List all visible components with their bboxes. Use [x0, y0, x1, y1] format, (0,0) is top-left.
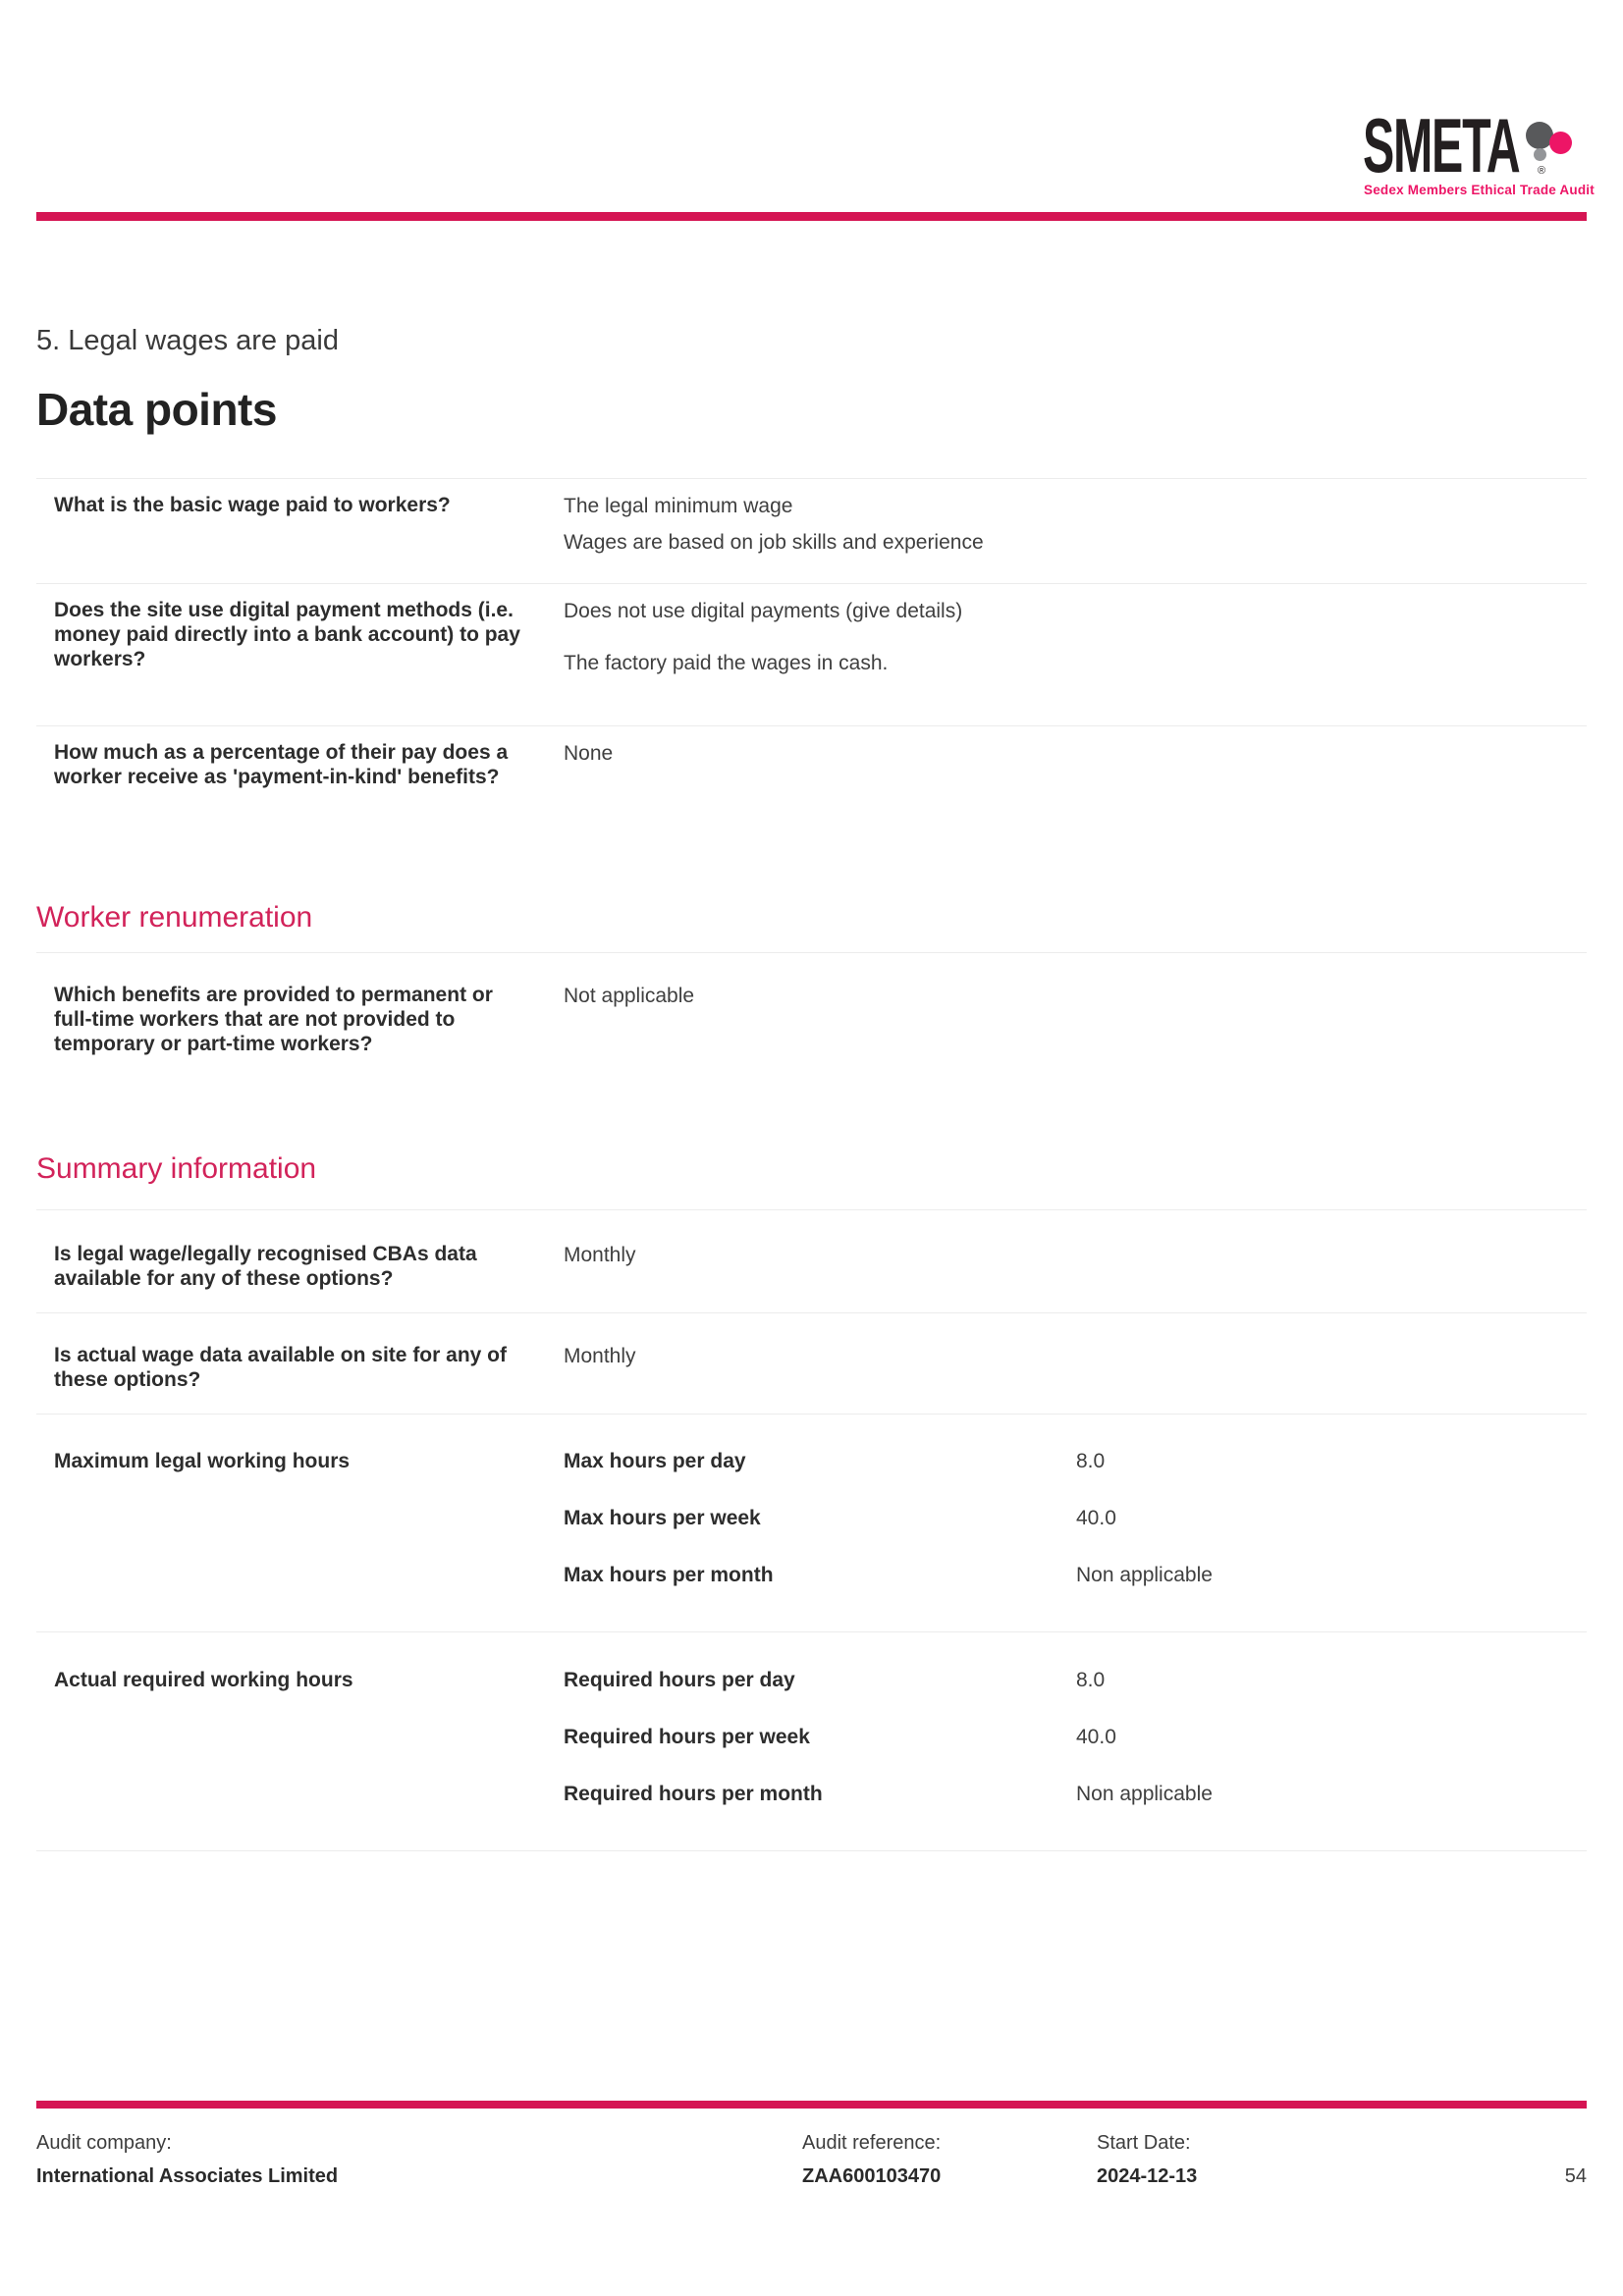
hours-sub-table: [564, 1449, 1587, 1620]
hours-sub-table: [564, 1668, 1587, 1839]
answer-line: Monthly: [564, 1244, 636, 1266]
footer-audit-company: [36, 2130, 338, 2189]
audit-company-label: Audit company:: [36, 2132, 172, 2154]
answer-cell: [564, 983, 1587, 1056]
audit-reference-label: Audit reference:: [802, 2132, 942, 2154]
answer-line: None: [564, 742, 614, 765]
summary-information-table: [36, 1209, 1587, 1851]
question-cell: Does the site use digital payment methods (i.e. money paid directly into a bank account) to pay workers?: [54, 599, 520, 670]
table-row: [36, 725, 1587, 789]
page-footer: [36, 2101, 1587, 2199]
registered-trademark-symbol: ®: [1538, 165, 1546, 177]
answer-detail-line: The factory paid the wages in cash.: [564, 652, 889, 674]
table-row: [36, 583, 1587, 725]
hours-metric-value: 8.0: [1076, 1450, 1106, 1472]
question-cell: Is actual wage data available on site for any of these options?: [54, 1344, 507, 1391]
footer-columns: [36, 2130, 1587, 2199]
footer-divider-rule: [36, 2101, 1587, 2109]
question-cell: Is legal wage/legally recognised CBAs data available for any of these options?: [54, 1243, 477, 1290]
answer-line: Not applicable: [564, 985, 695, 1007]
table-row: [36, 952, 1587, 1056]
footer-start-date: [1097, 2130, 1197, 2189]
hours-metric-value: Non applicable: [1076, 1564, 1213, 1586]
section-number-heading: 5. Legal wages are paid: [36, 325, 339, 356]
table-row-working-hours: [36, 1414, 1587, 1631]
audit-company-value: International Associates Limited: [36, 2165, 339, 2187]
hours-metric-value: 40.0: [1076, 1726, 1116, 1748]
question-cell: What is the basic wage paid to workers?: [54, 494, 451, 516]
answer-cell: [564, 1242, 1587, 1291]
hours-metric-value: 40.0: [1076, 1507, 1116, 1529]
page-title: Data points: [36, 384, 277, 435]
hours-metric-label: Max hours per month: [564, 1564, 774, 1586]
question-cell: Which benefits are provided to permanent or full-time workers that are not provided to temporary or part-time workers?: [54, 984, 493, 1055]
smeta-wordmark: SMETA: [1363, 102, 1520, 188]
answer-cell: [564, 1343, 1587, 1392]
worker-renumeration-table: [36, 952, 1587, 1056]
start-date-value: 2024-12-13: [1097, 2165, 1198, 2187]
table-row: [36, 1312, 1587, 1414]
answer-line: Does not use digital payments (give details): [564, 600, 963, 622]
worker-renumeration-heading: Worker renumeration: [36, 901, 313, 934]
table-row: [36, 1209, 1587, 1312]
hours-metric-label: Max hours per day: [564, 1450, 746, 1472]
hours-metric-label: Required hours per day: [564, 1669, 795, 1691]
data-points-table: [36, 478, 1587, 789]
answer-cell: [564, 598, 1587, 686]
logo-dot-pink: [1549, 132, 1572, 154]
table-row-working-hours: [36, 1631, 1587, 1851]
summary-information-heading: Summary information: [36, 1152, 317, 1185]
hours-metric-value: 8.0: [1076, 1669, 1106, 1691]
table-row: [36, 478, 1587, 583]
page-content: [36, 324, 1587, 1851]
page-number: 54: [1564, 2165, 1587, 2187]
hours-metric-label: Required hours per month: [564, 1783, 823, 1805]
start-date-label: Start Date:: [1097, 2132, 1191, 2154]
hours-metric-value: Non applicable: [1076, 1783, 1213, 1805]
answer-cell: [564, 740, 1587, 789]
smeta-tagline: Sedex Members Ethical Trade Audit: [1364, 183, 1595, 197]
audit-reference-value: ZAA600103470: [802, 2165, 942, 2187]
row-label-cell: Actual required working hours: [54, 1669, 353, 1691]
logo-dot-small-gray: [1534, 148, 1546, 161]
hours-metric-label: Max hours per week: [564, 1507, 761, 1529]
row-label-cell: Maximum legal working hours: [54, 1450, 351, 1472]
header-divider-rule: [36, 212, 1587, 221]
answer-cell: [564, 493, 1587, 565]
footer-audit-reference: [802, 2130, 941, 2189]
answer-line: The legal minimum wage: [564, 495, 793, 517]
hours-metric-label: Required hours per week: [564, 1726, 810, 1748]
question-cell: How much as a percentage of their pay does a worker receive as 'payment-in-kind' benefits?: [54, 741, 509, 788]
answer-line: Wages are based on job skills and experience: [564, 531, 984, 554]
answer-line: Monthly: [564, 1345, 636, 1367]
smeta-logo: [1363, 102, 1595, 204]
